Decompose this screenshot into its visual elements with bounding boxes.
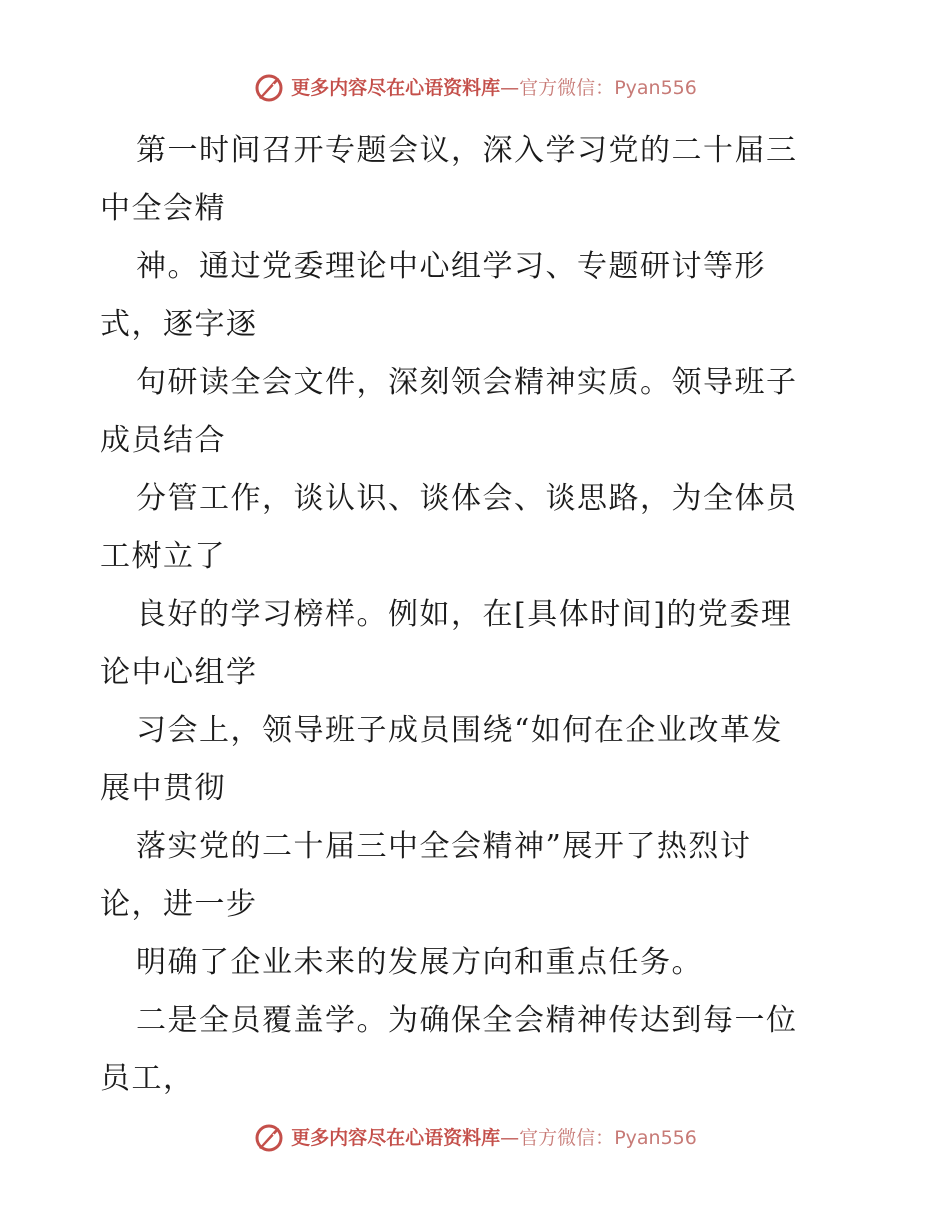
text-line: 句研读全会文件，深刻领会精神实质。领导班子 [136,365,798,400]
watermark-wechat-label: 官方微信： [519,1126,615,1149]
quill-logo-icon [253,1122,285,1154]
watermark-text [291,1126,697,1149]
text-line: 员工， [100,1061,195,1096]
text-line: 工树立了 [100,539,226,574]
text-line: 式，逐字逐 [100,307,258,342]
quill-logo-icon [253,72,285,104]
text-line: 成员结合 [100,423,226,458]
watermark-wechat-label: 官方微信： [519,76,615,99]
text-line: 分管工作，谈认识、谈体会、谈思路，为全体员 [136,481,798,516]
watermark-wechat-id: Pyan556 [614,1126,697,1149]
text-line: 论，进一步 [100,887,258,922]
watermark-text [291,76,697,99]
text-line: 论中心组学 [100,655,258,690]
text-line: 明确了企业未来的发展方向和重点任务。 [136,945,703,980]
watermark-dash: — [500,76,520,99]
footer-watermark [0,1122,950,1154]
text-line: 良好的学习榜样。例如，在[具体时间]的党委理 [136,597,793,632]
text-line: 展中贯彻 [100,771,226,806]
text-line: 神。通过党委理论中心组学习、专题研讨等形 [136,249,766,284]
text-line: 二是全员覆盖学。为确保全会精神传达到每一位 [136,1003,798,1038]
text-line: 落实党的二十届三中全会精神”展开了热烈讨 [136,829,752,864]
text-line: 第一时间召开专题会议，深入学习党的二十届三 [136,133,798,168]
watermark-dash: — [500,1126,520,1149]
watermark-site: 更多内容尽在心语资料库 [291,76,501,99]
watermark-wechat-id: Pyan556 [614,76,697,99]
header-watermark [0,72,950,104]
watermark-site: 更多内容尽在心语资料库 [291,1126,501,1149]
document-body [100,122,860,1108]
text-line: 习会上，领导班子成员围绕“如何在企业改革发 [136,713,783,748]
text-line: 中全会精 [100,191,226,226]
